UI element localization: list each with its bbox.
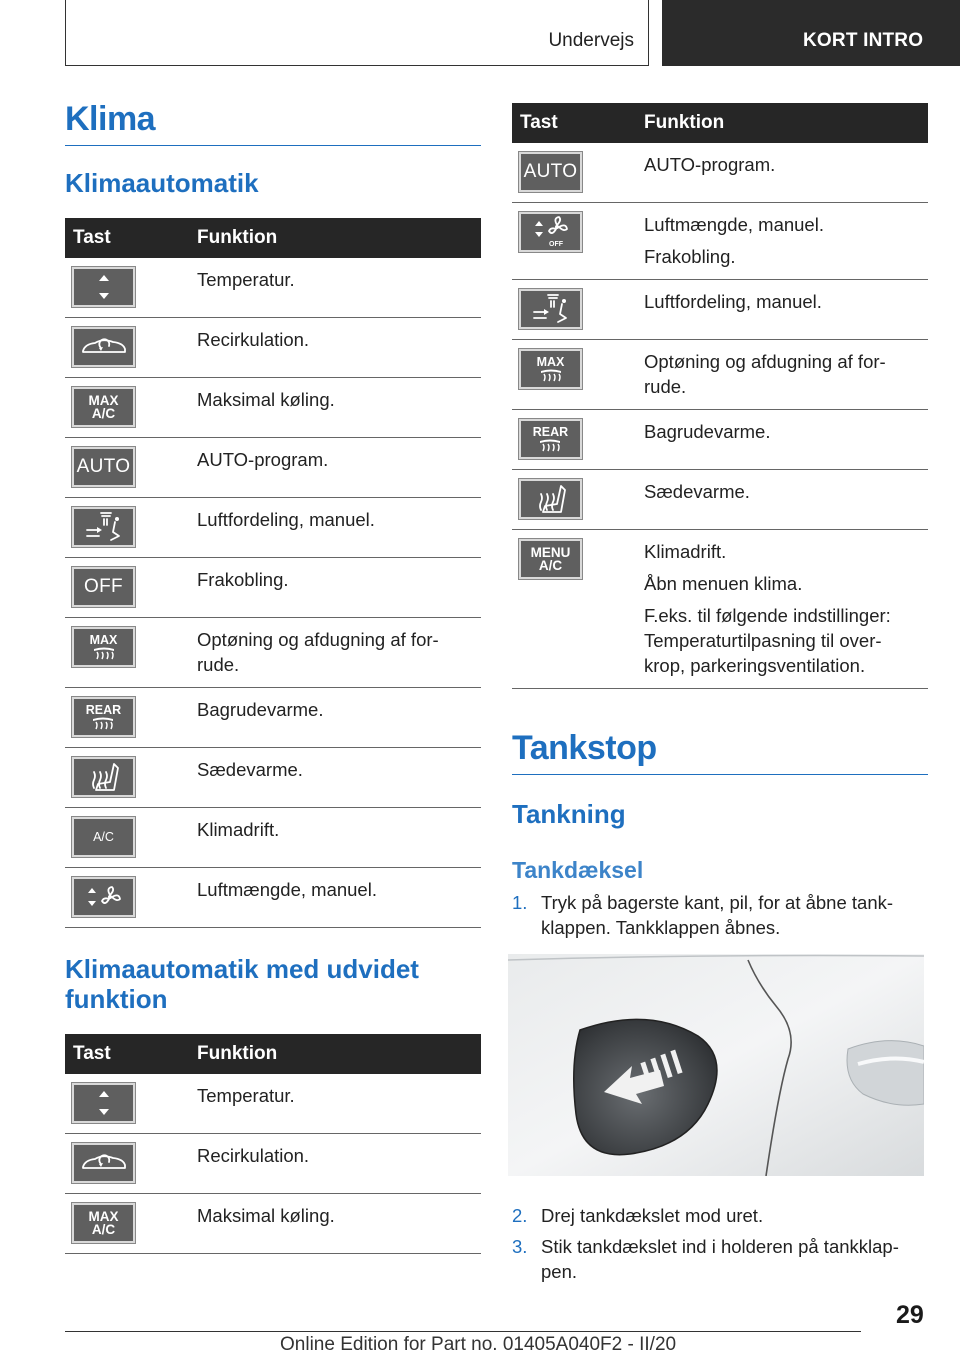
key-cell	[512, 410, 644, 469]
air-distribution-icon	[72, 507, 135, 547]
table-row	[512, 203, 928, 280]
table-header	[65, 218, 481, 258]
seat-heating-icon	[519, 479, 582, 519]
table-row	[512, 143, 928, 203]
recirculation-icon	[72, 327, 135, 367]
key-cell	[65, 1074, 197, 1133]
table-udvidet-funktion-continued	[512, 103, 928, 689]
table-header	[512, 103, 928, 143]
function-cell	[197, 258, 481, 317]
key-cell	[65, 688, 197, 747]
function-text: AUTO-program.	[197, 449, 329, 470]
key-label: AUTO	[523, 161, 578, 182]
table-row	[65, 498, 481, 558]
key-label: MAX	[89, 632, 118, 647]
table-row	[65, 748, 481, 808]
page-number: 29	[896, 1301, 924, 1329]
fuel-flap-photo	[508, 954, 924, 1176]
left-column	[65, 100, 481, 1254]
function-text: Recirkulation.	[197, 329, 310, 350]
key-cell	[65, 498, 197, 557]
air-distribution-icon	[519, 289, 582, 329]
right-column	[512, 103, 928, 1284]
table-row	[65, 1134, 481, 1194]
function-text: Luftmængde, manuel.	[644, 214, 824, 235]
header-tast: Tast	[73, 1043, 111, 1064]
header-funktion: Funktion	[644, 112, 725, 133]
key-cell	[65, 558, 197, 617]
function-text: Maksimal køling.	[197, 389, 335, 410]
max-defrost-icon	[519, 349, 582, 389]
key-cell	[65, 808, 197, 867]
function-text: Temperatur.	[197, 269, 295, 290]
rear-defrost-icon	[519, 419, 582, 459]
step-text: Drej tankdækslet mod uret.	[541, 1205, 764, 1226]
function-text: Bagrudevarme.	[644, 421, 771, 442]
function-cell	[197, 498, 481, 557]
auto-icon	[519, 152, 582, 192]
function-text: Sædevarme.	[644, 481, 750, 502]
step-number: 1.	[512, 892, 528, 913]
function-text: Åbn menuen klima.	[644, 573, 803, 594]
function-text: Frakobling.	[644, 246, 736, 267]
key-label: REAR	[532, 424, 569, 439]
subtitle-udvidet-funktion: Klimaautomatik med udvidet funktion	[65, 954, 419, 1014]
footer-divider	[65, 1331, 861, 1332]
function-text: Sædevarme.	[197, 759, 303, 780]
key-label: MAX	[536, 354, 565, 369]
off-icon	[72, 567, 135, 607]
footer-edition: Online Edition for Part no. 01405A040F2 - II/20	[280, 1334, 677, 1355]
subtitle-tankning: Tankning	[512, 799, 626, 829]
max-ac-icon	[72, 1203, 135, 1243]
key-cell	[65, 868, 197, 927]
function-cell	[197, 438, 481, 497]
function-cell	[197, 318, 481, 377]
menu-ac-icon	[519, 539, 582, 579]
key-label: A/C	[93, 829, 114, 844]
function-text: Maksimal køling.	[197, 1205, 335, 1226]
key-label: OFF	[84, 576, 123, 597]
function-cell	[197, 688, 481, 747]
function-cell	[197, 748, 481, 807]
function-text: Klimadrift.	[197, 819, 280, 840]
temperature-arrows-icon	[72, 267, 135, 307]
table-udvidet-funktion	[65, 1034, 481, 1254]
table-row	[512, 410, 928, 470]
header-chapter-tab	[662, 0, 960, 66]
table-row	[65, 558, 481, 618]
fan-speed-icon	[72, 877, 135, 917]
function-text: Frakobling.	[197, 569, 289, 590]
key-cell	[65, 438, 197, 497]
section-title-klima: Klima	[65, 100, 481, 146]
key-cell	[512, 280, 644, 339]
table-row	[65, 318, 481, 378]
table-klimaautomatik	[65, 218, 481, 928]
table-row	[65, 438, 481, 498]
table-row	[512, 340, 928, 410]
header-tast: Tast	[520, 112, 558, 133]
header-section-tab	[65, 0, 649, 66]
function-cell	[197, 868, 481, 927]
table-row	[65, 1074, 481, 1134]
step-item	[512, 1203, 928, 1228]
table-row	[65, 808, 481, 868]
steps-list-second	[512, 1203, 928, 1284]
key-label: MAX A/C	[88, 393, 119, 421]
table-row	[65, 688, 481, 748]
key-label: REAR	[85, 702, 122, 717]
key-cell	[512, 203, 644, 279]
header-funktion: Funktion	[197, 1043, 278, 1064]
section-title-tankstop: Tankstop	[512, 729, 928, 775]
table-row	[65, 868, 481, 928]
fan-off-icon	[519, 212, 582, 252]
key-cell	[512, 143, 644, 202]
ac-icon	[72, 817, 135, 857]
function-text: Recirkulation.	[197, 1145, 310, 1166]
function-text: Temperatur.	[197, 1085, 295, 1106]
table-row	[65, 618, 481, 688]
function-cell	[644, 530, 928, 688]
function-text: F.eks. til følgende indstillinger: Temperaturtilpasning til over-krop, parkeringsventilation.	[644, 605, 891, 676]
key-cell	[65, 378, 197, 437]
auto-icon	[72, 447, 135, 487]
key-cell	[65, 618, 197, 687]
step-number: 3.	[512, 1236, 528, 1257]
key-cell	[65, 258, 197, 317]
subtitle-klimaautomatik: Klimaautomatik	[65, 168, 259, 198]
function-cell	[644, 203, 928, 279]
seat-heating-icon	[72, 757, 135, 797]
step-text: Tryk på bagerste kant, pil, for at åbne tank-klappen. Tankklappen åbnes.	[541, 892, 894, 938]
recirculation-icon	[72, 1143, 135, 1183]
step-item	[512, 890, 928, 940]
step-number: 2.	[512, 1205, 528, 1226]
key-cell	[512, 470, 644, 529]
function-cell	[644, 143, 928, 202]
key-cell	[65, 1134, 197, 1193]
function-text: Bagrudevarme.	[197, 699, 324, 720]
function-text: Luftfordeling, manuel.	[644, 291, 822, 312]
key-cell	[512, 530, 644, 688]
key-cell	[65, 1194, 197, 1253]
function-text: AUTO-program.	[644, 154, 776, 175]
step-text: Stik tankdækslet ind i holderen på tankklap-pen.	[541, 1236, 899, 1282]
function-text: Luftmængde, manuel.	[197, 879, 377, 900]
function-cell	[644, 470, 928, 529]
function-text: Optøning og afdugning af for-rude.	[644, 351, 886, 397]
function-cell	[197, 1194, 481, 1253]
temperature-arrows-icon	[72, 1083, 135, 1123]
svg-text:OFF: OFF	[548, 241, 563, 248]
table-row	[512, 530, 928, 689]
step-item	[512, 1234, 928, 1284]
subsubtitle-tankdaeksel: Tankdæksel	[512, 857, 644, 883]
key-label: MENU A/C	[530, 545, 571, 573]
steps-list-first	[512, 890, 928, 940]
key-cell	[65, 318, 197, 377]
function-cell	[197, 808, 481, 867]
function-cell	[197, 618, 481, 687]
table-row	[65, 1194, 481, 1254]
header-funktion: Funktion	[197, 227, 278, 248]
function-text: Luftfordeling, manuel.	[197, 509, 375, 530]
header-section-label: Undervejs	[548, 30, 634, 51]
table-row	[512, 280, 928, 340]
function-text: Klimadrift.	[644, 541, 727, 562]
function-cell	[644, 410, 928, 469]
table-row	[65, 258, 481, 318]
function-cell	[197, 558, 481, 617]
header-chapter-label: KORT INTRO	[803, 30, 924, 51]
key-cell	[65, 748, 197, 807]
max-ac-icon	[72, 387, 135, 427]
key-cell	[512, 340, 644, 409]
function-cell	[197, 378, 481, 437]
rear-defrost-icon	[72, 697, 135, 737]
function-cell	[197, 1134, 481, 1193]
table-row	[512, 470, 928, 530]
header-tast: Tast	[73, 227, 111, 248]
function-cell	[197, 1074, 481, 1133]
key-label: AUTO	[76, 456, 131, 477]
table-row	[65, 378, 481, 438]
function-cell	[644, 280, 928, 339]
key-label: MAX A/C	[88, 1209, 119, 1237]
max-defrost-icon	[72, 627, 135, 667]
function-text: Optøning og afdugning af for-rude.	[197, 629, 439, 675]
table-header	[65, 1034, 481, 1074]
function-cell	[644, 340, 928, 409]
